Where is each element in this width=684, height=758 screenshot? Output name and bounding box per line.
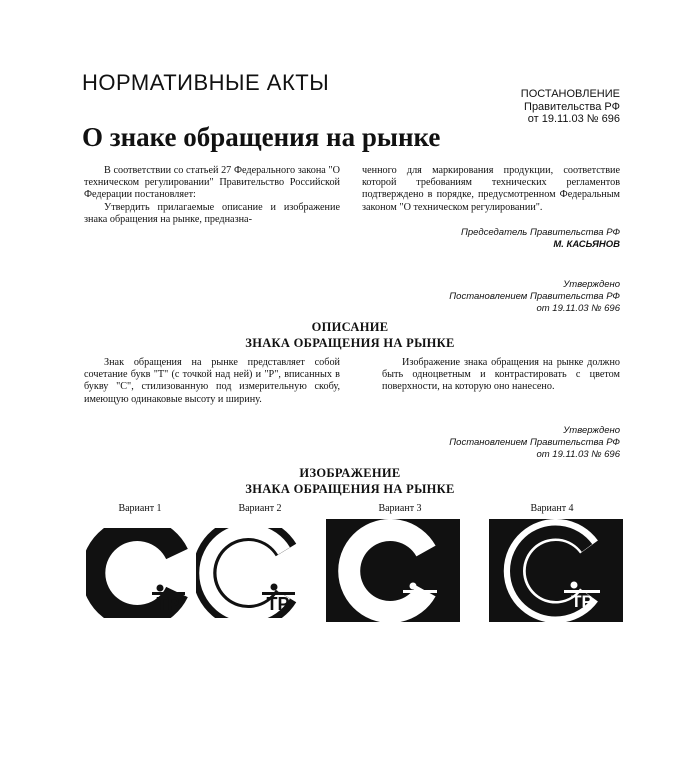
intro-paragraph-1: В соответствии со статьей 27 Федерального закона "О техническом регулировании" Правительство Российской Федерации постановляет: xyxy=(84,165,340,201)
approval-stamp-2 xyxy=(360,425,620,461)
section-title: НОРМАТИВНЫЕ АКТЫ xyxy=(82,70,330,95)
intro-paragraph-2: Утвердить прилагаемые описание и изображение знака обращения на рынке, предназна- xyxy=(84,201,340,225)
decree-issuer: Правительства РФ xyxy=(524,100,620,113)
decree-type: ПОСТАНОВЛЕНИЕ xyxy=(520,88,620,100)
signature-name: М. КАСЬЯНОВ xyxy=(553,239,620,250)
variant-4-letters: ТР xyxy=(571,592,593,611)
variant-2-mark-icon xyxy=(196,528,306,618)
variant-3-letters: ТР xyxy=(409,592,431,611)
description-heading-line-1: ОПИСАНИЕ xyxy=(311,320,389,334)
variant-1-mark-icon xyxy=(86,528,196,618)
variant-4-label: Вариант 4 xyxy=(530,503,574,514)
decree-info xyxy=(521,88,620,126)
variant-1-letters: ТР xyxy=(156,594,180,614)
variant-4-mark-icon xyxy=(489,519,623,622)
approval-2-line-1: Утверждено xyxy=(563,425,620,436)
approval-1-line-1: Утверждено xyxy=(563,279,620,290)
decree-date-number: от 19.11.03 № 696 xyxy=(527,113,620,125)
variant-3-label: Вариант 3 xyxy=(378,503,422,514)
intro-paragraph-continued: ченного для маркирования продукции, соответствие которой требованиям технических регламентов подтверждено в порядке, предусмотренном Федеральным законом "О техническом регулировании". xyxy=(362,165,620,213)
approval-1-line-2: Постановлением Правительства РФ xyxy=(449,291,620,302)
description-right-text: Изображение знака обращения на рынке должно быть одноцветным и контрастировать с цветом поверхности, на которую оно нанесено. xyxy=(382,357,620,393)
image-heading xyxy=(200,465,500,497)
approval-2-line-2: Постановлением Правительства РФ xyxy=(449,437,620,448)
description-right-column xyxy=(382,357,620,394)
description-left-text: Знак обращения на рынке представляет собой сочетание букв "Т" (с точкой над ней) и "Р", вписанных в букву "С", стилизованную под измерительную скобу, имеющую одинаковые высоту и ширину. xyxy=(84,357,340,405)
image-heading-line-1: ИЗОБРАЖЕНИЕ xyxy=(299,466,401,480)
variant-1-label: Вариант 1 xyxy=(118,503,162,514)
approval-2-line-3: от 19.11.03 № 696 xyxy=(536,449,620,460)
image-heading-line-2: ЗНАКА ОБРАЩЕНИЯ НА РЫНКЕ xyxy=(245,482,455,496)
signature-block xyxy=(360,227,620,251)
approval-stamp-1 xyxy=(360,279,620,315)
description-left-column xyxy=(84,357,340,406)
intro-left-column xyxy=(84,165,340,226)
signature-position: Председатель Правительства РФ xyxy=(461,227,620,238)
variant-2-label: Вариант 2 xyxy=(238,503,282,514)
approval-1-line-3: от 19.11.03 № 696 xyxy=(536,303,620,314)
document-title: О знаке обращения на рынке xyxy=(82,122,441,152)
variant-2-letters: ТР xyxy=(266,594,290,614)
description-heading-line-2: ЗНАКА ОБРАЩЕНИЯ НА РЫНКЕ xyxy=(245,336,455,350)
variant-3-mark-icon xyxy=(326,519,460,622)
description-heading xyxy=(200,319,500,351)
intro-right-column xyxy=(362,165,620,214)
